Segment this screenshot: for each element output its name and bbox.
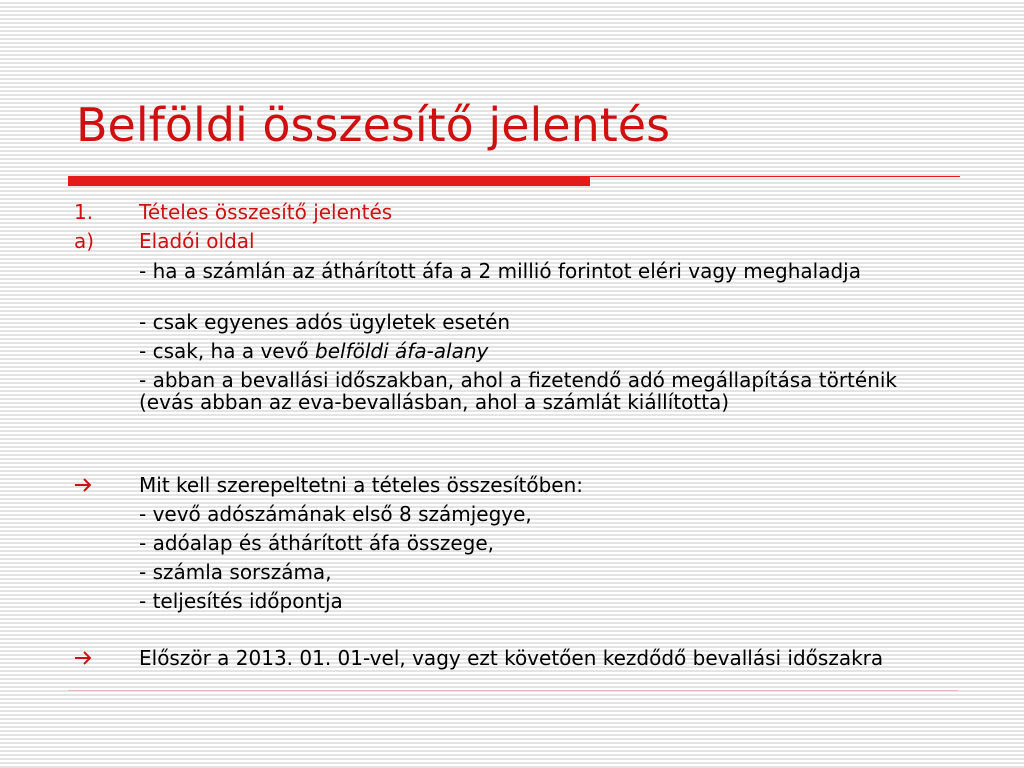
right-arrow-icon bbox=[74, 476, 92, 494]
list-item: - adóalap és áthárított áfa összege, bbox=[139, 531, 495, 555]
list-item-buyer bbox=[139, 340, 929, 362]
arrow-text-2: Először a 2013. 01. 01-vel, vagy ezt követően kezdődő bevallási időszakra bbox=[139, 646, 884, 670]
slide-title: Belföldi összesítő jelentés bbox=[76, 98, 671, 152]
footer-divider bbox=[68, 690, 958, 691]
section-heading-eladoi: Eladói oldal bbox=[139, 229, 255, 253]
arrow-text-1: Mit kell szerepeltetni a tételes összesítőben: bbox=[139, 473, 583, 497]
list-item: - abban a bevallási időszakban, ahol a fizetendő adó megállapítása történik (evás abban az eva-bevallásban, ahol a számlát kiállította) bbox=[139, 368, 898, 414]
list-item: - számla sorszáma, bbox=[139, 560, 332, 584]
list-item: - teljesítés időpontja bbox=[139, 589, 343, 613]
right-arrow-icon bbox=[74, 649, 92, 667]
list-item: - vevő adószámának első 8 számjegye, bbox=[139, 502, 532, 526]
buyer-italic: belföldi áfa-alany bbox=[315, 339, 489, 363]
buyer-prefix: - csak, ha a vevő bbox=[139, 339, 316, 363]
list-number-1: 1. bbox=[74, 200, 94, 224]
section-heading-tetelek: Tételes összesítő jelentés bbox=[139, 200, 393, 224]
list-letter-a: a) bbox=[74, 229, 95, 253]
list-item: - csak egyenes adós ügyletek esetén bbox=[139, 310, 511, 334]
arrow-bullet-2 bbox=[74, 647, 134, 667]
list-item: - ha a számlán az áthárított áfa a 2 millió forintot eléri vagy meghaladja bbox=[139, 259, 861, 283]
arrow-bullet-1 bbox=[74, 474, 134, 494]
